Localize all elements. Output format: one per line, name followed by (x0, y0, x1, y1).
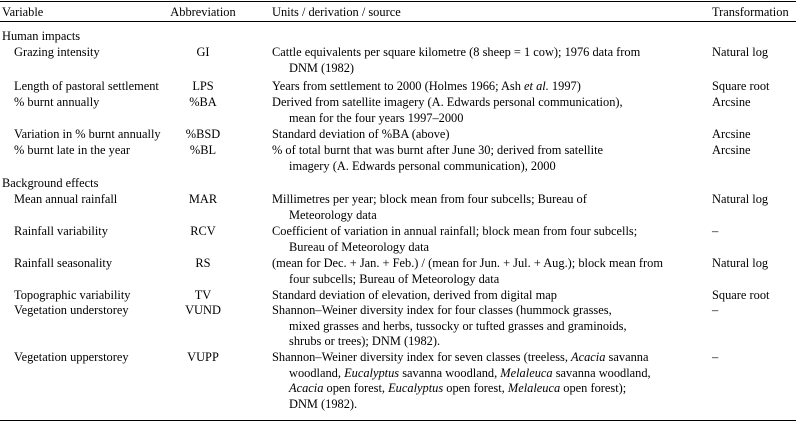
units-line: Bureau of Meteorology data (289, 239, 430, 254)
variable-cell: Grazing intensity (14, 45, 100, 59)
variable-cell: Vegetation upperstorey (14, 350, 129, 364)
variable-cell: % burnt late in the year (14, 143, 130, 157)
units-line: (mean for Dec. + Jan. + Feb.) / (mean for Jun. + Jul. + Aug.); block mean from (272, 256, 663, 270)
units-line: Shannon–Weiner diversity index for seven classes (treeless, Acacia savanna (272, 350, 649, 364)
units-cell (272, 95, 623, 126)
units-line: DNM (1982) (289, 60, 355, 75)
abbreviation-cell: VUND (185, 303, 221, 317)
units-cell (272, 350, 651, 412)
units-line: imagery (A. Edwards personal communication), 2000 (289, 158, 556, 173)
abbreviation-cell: GI (196, 45, 210, 59)
transformation-cell: Square root (712, 79, 770, 93)
units-line: shrubs or trees); DNM (1982). (289, 334, 441, 349)
bottom-rule (0, 420, 796, 421)
variable-cell: Variation in % burnt annually (14, 127, 161, 141)
transformation-cell: Natural log (712, 192, 769, 206)
header-variable: Variable (2, 5, 44, 19)
header-units: Units / derivation / source (272, 5, 401, 19)
header-transformation: Transformation (712, 5, 789, 19)
header-abbreviation: Abbreviation (170, 5, 236, 19)
units-line: woodland, Eucalyptus savanna woodland, Melaleuca savanna woodland, (289, 365, 651, 380)
units-line: Coefficient of variation in annual rainfall; block mean from four subcells; (272, 224, 638, 238)
top-rule (0, 1, 796, 2)
variable-cell: Length of pastoral settlement (14, 79, 159, 93)
variable-cell: Rainfall variability (14, 224, 108, 238)
variable-cell: Vegetation understorey (14, 303, 129, 317)
abbreviation-cell: %BSD (185, 127, 221, 141)
units-line: Standard deviation of %BA (above) (272, 127, 450, 141)
units-line: Millimetres per year; block mean from four subcells; Bureau of (272, 192, 587, 206)
transformation-cell: Arcsine (712, 95, 751, 109)
abbreviation-cell: %BL (189, 143, 217, 157)
abbreviation-cell: MAR (188, 192, 218, 206)
units-line: % of total burnt that was burnt after June 30; derived from satellite (272, 143, 604, 157)
transformation-cell: Arcsine (712, 127, 751, 141)
abbreviation-cell: RS (195, 256, 211, 270)
units-cell (272, 288, 557, 304)
transformation-cell: – (712, 350, 719, 364)
variable-cell: Topographic variability (14, 288, 131, 302)
transformation-cell: Arcsine (712, 143, 751, 157)
transformation-cell: – (712, 303, 719, 317)
variable-cell: % burnt annually (14, 95, 100, 109)
units-line: Acacia open forest, Eucalyptus open forest, Melaleuca open forest); (289, 381, 627, 396)
transformation-cell: Natural log (712, 45, 769, 59)
units-line: DNM (1982). (289, 396, 358, 411)
units-line: Cattle equivalents per square kilometre (8 sheep = 1 cow); 1976 data from (272, 45, 641, 59)
units-cell (272, 143, 603, 174)
section-label: Human impacts (2, 29, 81, 43)
abbreviation-cell: %BA (189, 95, 217, 109)
abbreviation-cell: TV (194, 288, 212, 302)
units-line: four subcells; Bureau of Meteorology data (289, 271, 500, 286)
units-line: Shannon–Weiner diversity index for four classes (hummock grasses, (272, 303, 612, 317)
units-cell (272, 79, 581, 95)
transformation-cell: Natural log (712, 256, 769, 270)
units-line: mixed grasses and herbs, tussocky or tufted grasses and graminoids, (289, 318, 627, 333)
transformation-cell: – (712, 224, 719, 238)
abbreviation-cell: VUPP (187, 350, 219, 364)
units-line: Meteorology data (289, 207, 377, 222)
units-line: mean for the four years 1997–2000 (289, 110, 464, 125)
units-cell (272, 192, 587, 223)
variable-cell: Mean annual rainfall (14, 192, 118, 206)
units-cell (272, 45, 640, 76)
units-cell (272, 256, 663, 287)
transformation-cell: Square root (712, 288, 770, 302)
units-line: Derived from satellite imagery (A. Edwards personal communication), (272, 95, 623, 109)
abbreviation-cell: RCV (190, 224, 216, 238)
header-rule (0, 21, 796, 22)
section-label: Background effects (2, 176, 99, 190)
units-cell (272, 224, 637, 255)
units-line: Standard deviation of elevation, derived from digital map (272, 288, 557, 302)
units-cell (272, 127, 450, 143)
units-cell (272, 303, 627, 350)
units-line: Years from settlement to 2000 (Holmes 1966; Ash et al. 1997) (272, 79, 581, 93)
abbreviation-cell: LPS (192, 79, 214, 93)
variable-cell: Rainfall seasonality (14, 256, 113, 270)
